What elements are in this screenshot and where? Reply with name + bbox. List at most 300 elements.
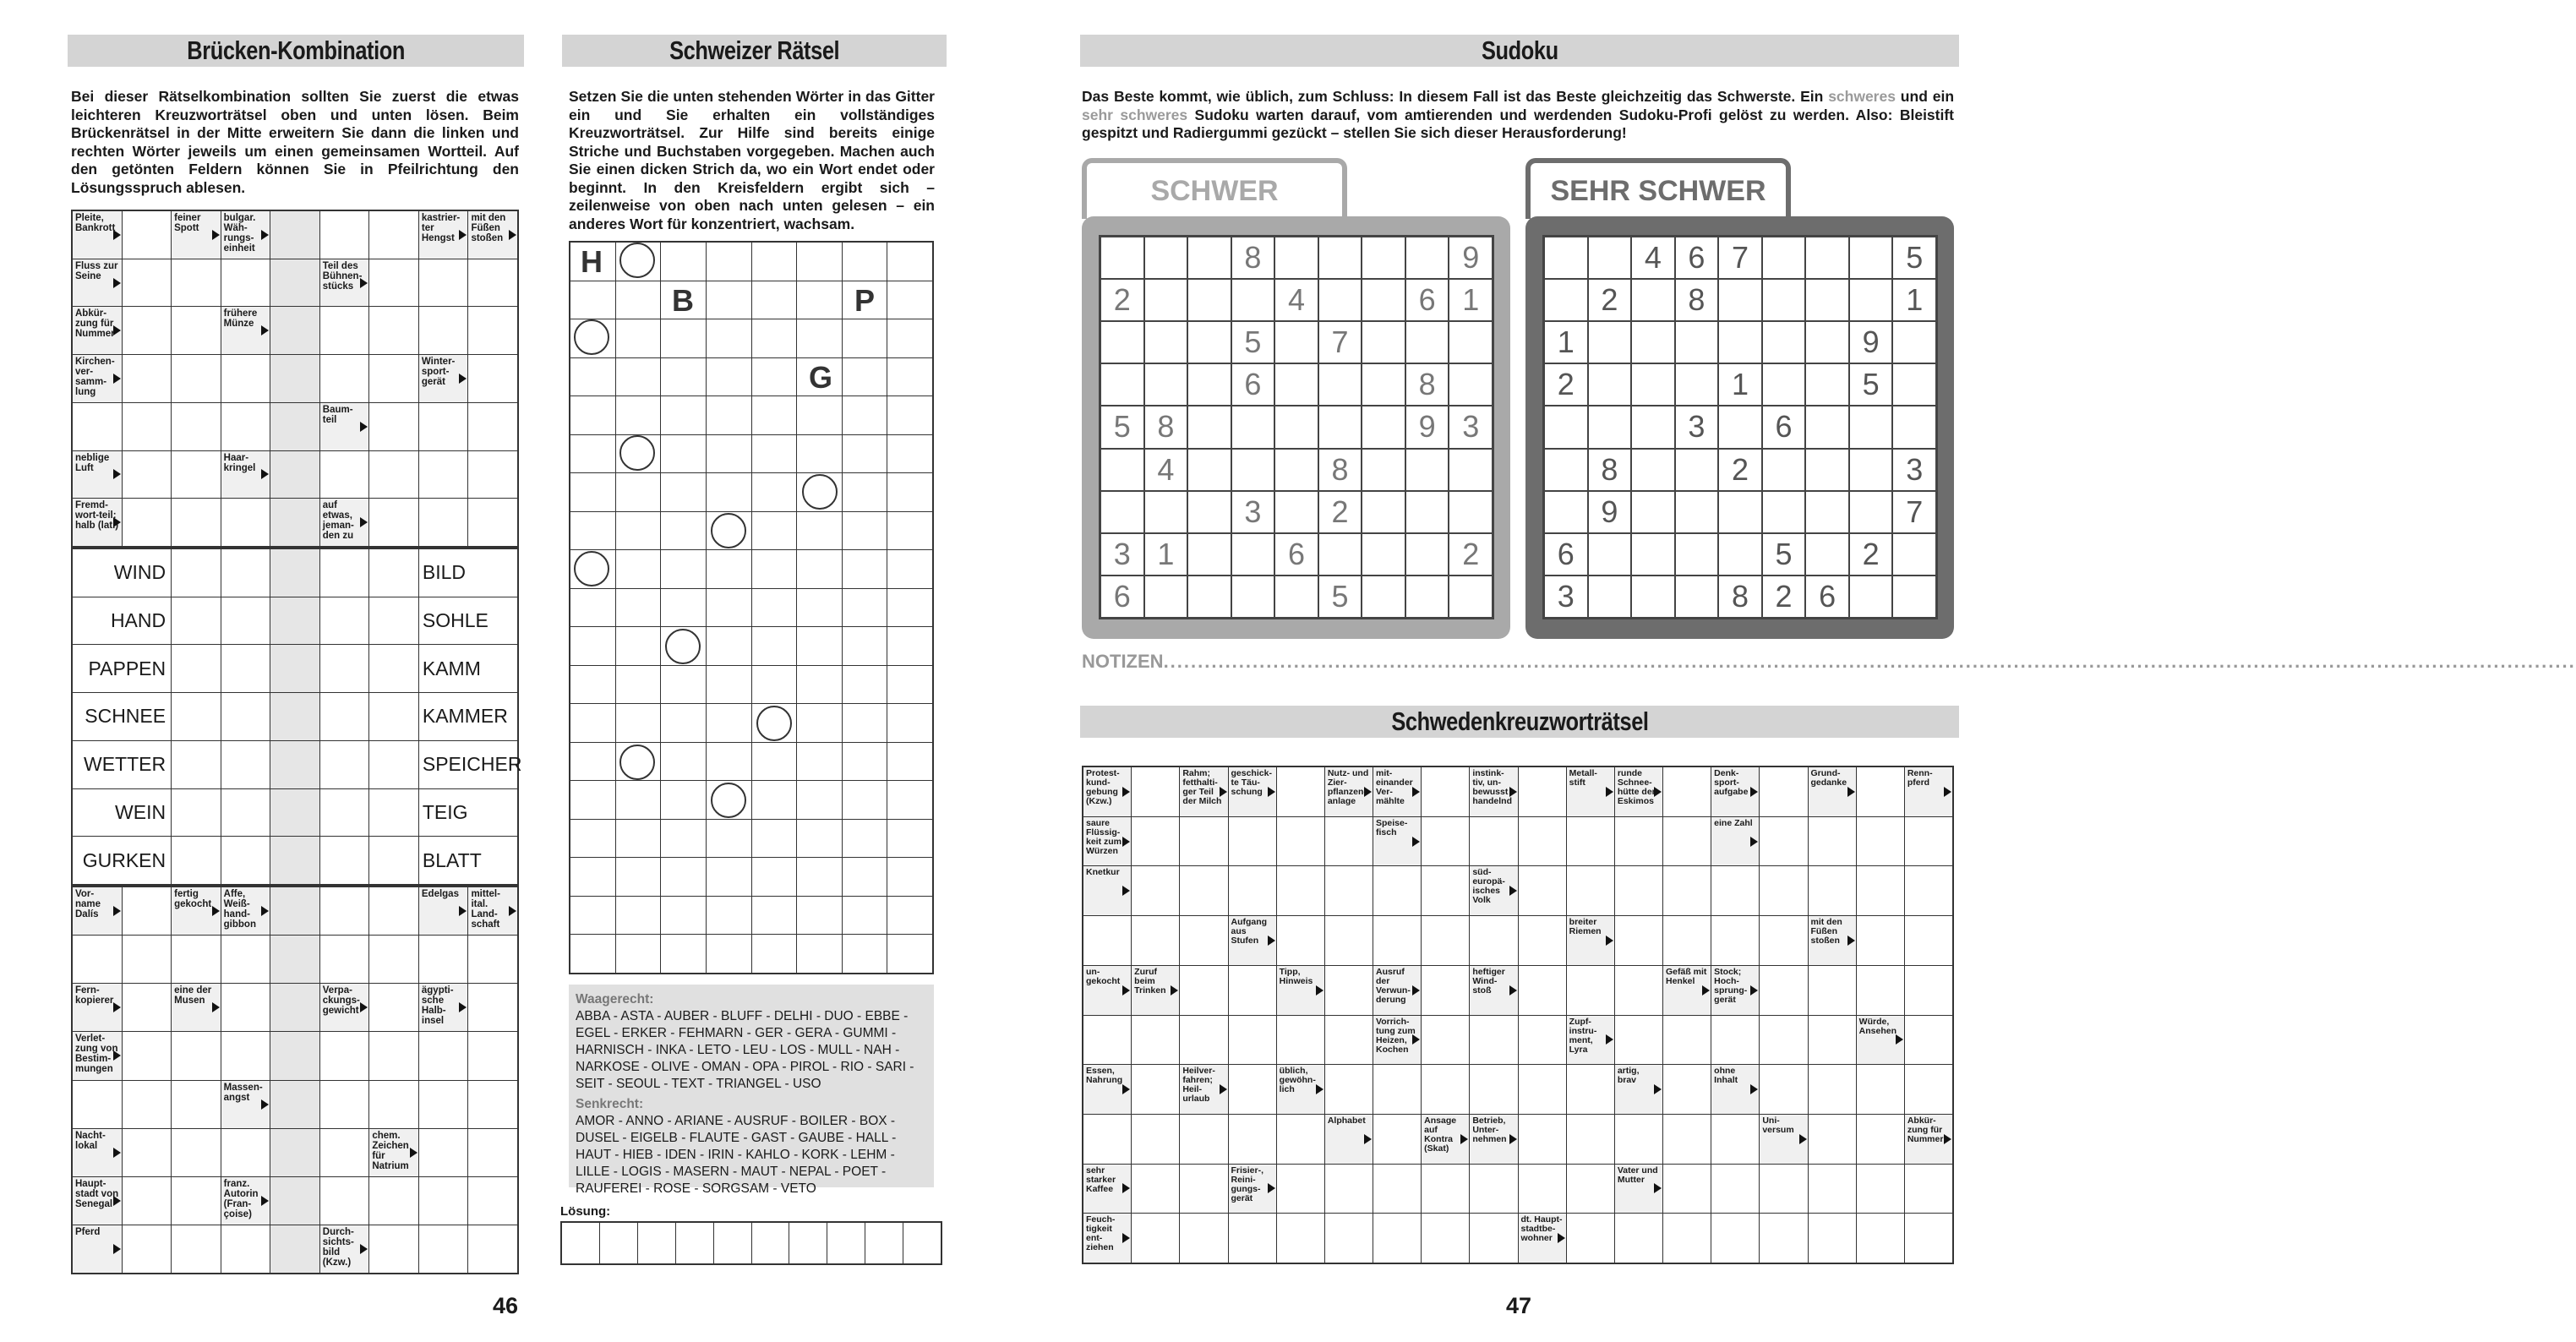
sudoku-cell[interactable]	[1632, 450, 1674, 490]
bridge-cell[interactable]	[270, 789, 319, 837]
schweizer-cell[interactable]	[887, 666, 932, 704]
schweizer-cell[interactable]	[661, 473, 706, 511]
answer-cell[interactable]	[1809, 817, 1856, 866]
schweizer-cell[interactable]	[887, 820, 932, 858]
schweizer-cell[interactable]	[843, 358, 887, 396]
sudoku-cell[interactable]	[1406, 492, 1449, 532]
answer-cell[interactable]	[1373, 866, 1421, 915]
answer-cell[interactable]	[270, 307, 319, 354]
answer-cell[interactable]	[320, 1129, 369, 1176]
answer-cell[interactable]	[1905, 966, 1952, 1015]
bridge-left-word[interactable]: WIND	[73, 549, 171, 597]
schweizer-cell[interactable]	[661, 435, 706, 473]
answer-cell[interactable]	[1132, 866, 1179, 915]
sudoku-cell[interactable]: 3	[1545, 576, 1587, 617]
answer-cell[interactable]	[1422, 866, 1469, 915]
bridge-cell[interactable]	[320, 645, 369, 692]
answer-cell[interactable]	[1325, 866, 1373, 915]
sudoku-cell[interactable]: 6	[1806, 576, 1848, 617]
schweizer-cell[interactable]	[752, 935, 797, 973]
schweizer-cell[interactable]	[570, 743, 615, 781]
answer-cell[interactable]	[1373, 1065, 1421, 1114]
sudoku-cell[interactable]	[1319, 237, 1362, 278]
sudoku-cell[interactable]	[1893, 322, 1935, 363]
schweizer-cell[interactable]	[843, 820, 887, 858]
sudoku-cell[interactable]	[1850, 576, 1892, 617]
schweizer-cell[interactable]	[707, 627, 751, 665]
answer-cell[interactable]	[1180, 1115, 1227, 1164]
sudoku-cell[interactable]	[1362, 492, 1405, 532]
sudoku-cell[interactable]: 2	[1101, 280, 1143, 320]
schweizer-cell[interactable]	[570, 666, 615, 704]
answer-cell[interactable]	[1857, 866, 1904, 915]
sudoku-cell[interactable]: 3	[1232, 492, 1274, 532]
answer-cell[interactable]	[369, 936, 418, 983]
schweizer-cell[interactable]	[707, 935, 751, 973]
answer-cell[interactable]	[1663, 1016, 1711, 1065]
answer-cell[interactable]	[1229, 817, 1276, 866]
schweizer-cell[interactable]	[752, 319, 797, 357]
schweizer-cell[interactable]	[797, 781, 842, 819]
sudoku-cell[interactable]	[1188, 280, 1231, 320]
answer-cell[interactable]	[369, 403, 418, 450]
sudoku-cell[interactable]	[1806, 237, 1848, 278]
sudoku-cell[interactable]: 1	[1719, 364, 1761, 405]
sudoku-cell[interactable]	[1676, 576, 1718, 617]
answer-cell[interactable]	[1470, 916, 1517, 965]
sudoku-cell[interactable]: 2	[1719, 450, 1761, 490]
answer-cell[interactable]	[320, 307, 369, 354]
schweizer-cell[interactable]	[843, 627, 887, 665]
schweizer-cell[interactable]	[887, 512, 932, 550]
sudoku-cell[interactable]	[1850, 280, 1892, 320]
sudoku-cell[interactable]: 1	[1893, 280, 1935, 320]
answer-cell[interactable]	[1857, 1115, 1904, 1164]
bridge-cell[interactable]	[369, 789, 418, 837]
sudoku-cell[interactable]	[1806, 322, 1848, 363]
bridge-cell[interactable]	[172, 837, 221, 884]
schweizer-cell[interactable]	[570, 897, 615, 935]
sudoku-cell[interactable]	[1406, 450, 1449, 490]
answer-cell[interactable]	[73, 936, 122, 983]
schweizer-cell[interactable]	[661, 704, 706, 742]
schweizer-cell[interactable]	[707, 666, 751, 704]
loesung-cell[interactable]	[638, 1223, 675, 1263]
answer-cell[interactable]	[1470, 1016, 1517, 1065]
schweizer-cell[interactable]	[887, 243, 932, 281]
bruecken-bridge-grid[interactable]	[71, 548, 522, 886]
schweizer-cell[interactable]	[707, 820, 751, 858]
sudoku-cell[interactable]: 9	[1850, 322, 1892, 363]
answer-cell[interactable]	[1519, 767, 1566, 816]
sudoku-cell[interactable]	[1275, 406, 1318, 447]
sudoku-cell[interactable]: 3	[1449, 406, 1492, 447]
sudoku-cell[interactable]	[1676, 322, 1718, 363]
schweizer-cell[interactable]	[570, 435, 615, 473]
answer-cell[interactable]	[369, 499, 418, 546]
sudoku-cell[interactable]	[1362, 364, 1405, 405]
sudoku-cell[interactable]: 4	[1632, 237, 1674, 278]
answer-cell[interactable]	[123, 451, 172, 499]
answer-cell[interactable]	[123, 403, 172, 450]
bridge-right-word[interactable]: BILD	[419, 549, 517, 597]
answer-cell[interactable]	[1229, 1065, 1276, 1114]
answer-cell[interactable]	[1567, 1214, 1614, 1263]
answer-cell[interactable]	[1615, 966, 1662, 1015]
answer-cell[interactable]	[1470, 1065, 1517, 1114]
sudoku-cell[interactable]	[1806, 450, 1848, 490]
sudoku-cell[interactable]: 8	[1719, 576, 1761, 617]
schweizer-cell[interactable]	[570, 281, 615, 319]
answer-cell[interactable]	[1809, 966, 1856, 1015]
bridge-cell[interactable]	[369, 549, 418, 597]
answer-cell[interactable]	[270, 1032, 319, 1079]
answer-cell[interactable]	[73, 403, 122, 450]
bridge-cell[interactable]	[320, 693, 369, 740]
sudoku-cell[interactable]: 3	[1101, 534, 1143, 575]
schweizer-cell[interactable]	[797, 935, 842, 973]
answer-cell[interactable]	[1905, 1165, 1952, 1214]
schweizer-cell[interactable]	[616, 435, 661, 473]
answer-cell[interactable]	[1373, 1115, 1421, 1164]
sudoku-cell[interactable]	[1232, 280, 1274, 320]
sudoku-cell[interactable]: 8	[1319, 450, 1362, 490]
schweizer-cell[interactable]	[797, 627, 842, 665]
sudoku-cell[interactable]	[1719, 534, 1761, 575]
answer-cell[interactable]	[1373, 1165, 1421, 1214]
answer-cell[interactable]	[1229, 1115, 1276, 1164]
schweizer-cell[interactable]	[887, 550, 932, 588]
answer-cell[interactable]	[123, 355, 172, 402]
sudoku-cell[interactable]	[1763, 492, 1805, 532]
sudoku-cell[interactable]	[1275, 576, 1318, 617]
sudoku-cell[interactable]	[1275, 492, 1318, 532]
answer-cell[interactable]	[1422, 767, 1469, 816]
schweizer-cell[interactable]	[661, 319, 706, 357]
sudoku-cell[interactable]: 6	[1676, 237, 1718, 278]
sudoku-cell[interactable]: 1	[1145, 534, 1187, 575]
sudoku-cell[interactable]	[1275, 237, 1318, 278]
schweizer-cell[interactable]	[707, 897, 751, 935]
answer-cell[interactable]	[1325, 1065, 1373, 1114]
bruecken-bottom-grid[interactable]	[71, 886, 519, 1274]
schweizer-cell[interactable]	[661, 550, 706, 588]
answer-cell[interactable]	[1857, 767, 1904, 816]
answer-cell[interactable]	[1132, 1065, 1179, 1114]
sudoku-cell[interactable]	[1319, 406, 1362, 447]
answer-cell[interactable]	[468, 499, 517, 546]
answer-cell[interactable]	[1567, 1065, 1614, 1114]
schweizer-cell[interactable]	[752, 897, 797, 935]
schweizer-cell[interactable]	[843, 435, 887, 473]
answer-cell[interactable]	[1905, 1016, 1952, 1065]
answer-cell[interactable]	[172, 355, 221, 402]
answer-cell[interactable]	[1711, 1016, 1759, 1065]
answer-cell[interactable]	[1615, 1214, 1662, 1263]
sudoku-cell[interactable]	[1101, 322, 1143, 363]
answer-cell[interactable]	[1422, 916, 1469, 965]
sudoku-cell[interactable]	[1101, 450, 1143, 490]
answer-cell[interactable]	[270, 936, 319, 983]
answer-cell[interactable]	[1325, 966, 1373, 1015]
schweizer-cell[interactable]	[570, 358, 615, 396]
sudoku-cell[interactable]	[1101, 492, 1143, 532]
sudoku-cell[interactable]	[1893, 406, 1935, 447]
schweizer-cell[interactable]	[752, 781, 797, 819]
sudoku-cell[interactable]	[1188, 406, 1231, 447]
sudoku-cell[interactable]	[1362, 237, 1405, 278]
sudoku-cell[interactable]: 9	[1449, 237, 1492, 278]
schweizer-cell[interactable]	[616, 858, 661, 896]
answer-cell[interactable]	[1180, 1165, 1227, 1214]
sudoku-cell[interactable]: 2	[1449, 534, 1492, 575]
sudoku-cell[interactable]	[1632, 322, 1674, 363]
bridge-left-word[interactable]: WEIN	[73, 789, 171, 837]
sudoku-cell[interactable]	[1719, 322, 1761, 363]
answer-cell[interactable]	[123, 887, 172, 935]
sudoku-cell[interactable]: 2	[1589, 280, 1631, 320]
schweizer-cell[interactable]	[707, 243, 751, 281]
answer-cell[interactable]	[419, 1177, 468, 1225]
schweizer-cell[interactable]	[887, 743, 932, 781]
schweizer-cell[interactable]	[797, 243, 842, 281]
bridge-cell[interactable]	[369, 741, 418, 788]
sudoku-cell[interactable]	[1449, 492, 1492, 532]
answer-cell[interactable]	[270, 211, 319, 259]
bridge-right-word[interactable]: BLATT	[419, 837, 517, 884]
answer-cell[interactable]	[270, 1225, 319, 1273]
notizen-line[interactable]: NOTIZEN..............................................................................................................................................................................................................	[1082, 651, 2576, 672]
answer-cell[interactable]	[320, 451, 369, 499]
schweizer-cell[interactable]	[616, 396, 661, 434]
schweizer-cell[interactable]	[616, 589, 661, 627]
bridge-cell[interactable]	[320, 789, 369, 837]
schweizer-cell[interactable]	[887, 589, 932, 627]
sudoku-cell[interactable]: 4	[1145, 450, 1187, 490]
sudoku-cell[interactable]	[1362, 406, 1405, 447]
bridge-cell[interactable]	[270, 837, 319, 884]
schweizer-cell[interactable]	[752, 820, 797, 858]
sudoku-cell[interactable]	[1806, 406, 1848, 447]
sudoku-cell[interactable]	[1449, 576, 1492, 617]
answer-cell[interactable]	[1519, 1165, 1566, 1214]
answer-cell[interactable]	[320, 1032, 369, 1079]
bruecken-top-grid[interactable]	[71, 210, 519, 548]
answer-cell[interactable]	[1180, 817, 1227, 866]
answer-cell[interactable]	[1470, 1165, 1517, 1214]
answer-cell[interactable]	[1519, 916, 1566, 965]
answer-cell[interactable]	[1277, 1115, 1324, 1164]
answer-cell[interactable]	[369, 307, 418, 354]
answer-cell[interactable]	[1857, 817, 1904, 866]
schweizer-cell[interactable]	[752, 666, 797, 704]
answer-cell[interactable]	[1711, 916, 1759, 965]
sudoku-cell[interactable]	[1545, 450, 1587, 490]
sudoku-cell[interactable]	[1763, 237, 1805, 278]
schweizer-cell[interactable]	[570, 704, 615, 742]
bridge-cell[interactable]	[369, 693, 418, 740]
answer-cell[interactable]	[1857, 1065, 1904, 1114]
answer-cell[interactable]	[123, 307, 172, 354]
sudoku-cell[interactable]	[1893, 364, 1935, 405]
answer-cell[interactable]	[172, 1129, 221, 1176]
schweizer-cell[interactable]	[843, 704, 887, 742]
answer-cell[interactable]	[1663, 817, 1711, 866]
sudoku-cell[interactable]	[1632, 534, 1674, 575]
sudoku-cell[interactable]	[1589, 364, 1631, 405]
answer-cell[interactable]	[1519, 1016, 1566, 1065]
answer-cell[interactable]	[468, 259, 517, 307]
sudoku-cell[interactable]	[1763, 322, 1805, 363]
sudoku-cell[interactable]	[1145, 576, 1187, 617]
schweizer-cell[interactable]	[707, 319, 751, 357]
answer-cell[interactable]	[123, 499, 172, 546]
schweizer-cell[interactable]	[887, 473, 932, 511]
sudoku-cell[interactable]	[1676, 492, 1718, 532]
schweizer-cell[interactable]	[752, 858, 797, 896]
answer-cell[interactable]	[172, 1081, 221, 1128]
sudoku-cell[interactable]	[1362, 322, 1405, 363]
answer-cell[interactable]	[270, 451, 319, 499]
answer-cell[interactable]	[419, 1225, 468, 1273]
answer-cell[interactable]	[1760, 916, 1807, 965]
answer-cell[interactable]	[419, 451, 468, 499]
sudoku-cell[interactable]	[1188, 492, 1231, 532]
sudoku-cell[interactable]	[1850, 237, 1892, 278]
schweizer-grid[interactable]	[569, 241, 934, 974]
bridge-cell[interactable]	[172, 597, 221, 645]
answer-cell[interactable]	[1277, 1165, 1324, 1214]
answer-cell[interactable]	[1809, 1065, 1856, 1114]
sudoku-cell[interactable]: 9	[1589, 492, 1631, 532]
bridge-cell[interactable]	[320, 741, 369, 788]
answer-cell[interactable]	[1519, 1115, 1566, 1164]
answer-cell[interactable]	[369, 887, 418, 935]
answer-cell[interactable]	[1567, 966, 1614, 1015]
answer-cell[interactable]	[73, 1081, 122, 1128]
schweizer-cell[interactable]	[752, 550, 797, 588]
schweizer-cell[interactable]	[752, 704, 797, 742]
bridge-cell[interactable]	[221, 837, 270, 884]
schweizer-cell[interactable]	[843, 512, 887, 550]
schweizer-cell[interactable]	[570, 627, 615, 665]
sudoku-cell[interactable]	[1850, 406, 1892, 447]
answer-cell[interactable]	[369, 984, 418, 1031]
answer-cell[interactable]	[369, 1225, 418, 1273]
sudoku-cell[interactable]: 7	[1719, 237, 1761, 278]
answer-cell[interactable]	[221, 499, 270, 546]
sudoku-cell[interactable]	[1806, 364, 1848, 405]
schweizer-cell[interactable]	[707, 550, 751, 588]
answer-cell[interactable]	[1857, 1165, 1904, 1214]
answer-cell[interactable]	[1567, 1165, 1614, 1214]
schweizer-cell[interactable]	[661, 820, 706, 858]
answer-cell[interactable]	[419, 259, 468, 307]
sudoku-cell[interactable]	[1188, 237, 1231, 278]
answer-cell[interactable]	[419, 1081, 468, 1128]
answer-cell[interactable]	[1615, 916, 1662, 965]
sudoku-cell[interactable]	[1545, 237, 1587, 278]
answer-cell[interactable]	[1422, 1214, 1469, 1263]
answer-cell[interactable]	[1615, 1115, 1662, 1164]
answer-cell[interactable]	[1809, 1214, 1856, 1263]
sudoku-cell[interactable]	[1188, 364, 1231, 405]
schweizer-cell[interactable]	[843, 666, 887, 704]
schweizer-cell[interactable]	[752, 512, 797, 550]
schweizer-cell[interactable]	[661, 935, 706, 973]
sudoku-cell[interactable]	[1719, 280, 1761, 320]
sudoku-cell[interactable]: 4	[1275, 280, 1318, 320]
answer-cell[interactable]	[419, 1129, 468, 1176]
sudoku-cell[interactable]: 8	[1406, 364, 1449, 405]
schweizer-cell[interactable]	[752, 473, 797, 511]
schweizer-cell[interactable]	[570, 589, 615, 627]
schweizer-cell[interactable]	[843, 743, 887, 781]
answer-cell[interactable]	[1711, 1165, 1759, 1214]
schweizer-cell[interactable]	[843, 858, 887, 896]
sudoku-cell[interactable]	[1850, 450, 1892, 490]
answer-cell[interactable]	[1373, 916, 1421, 965]
sudoku-cell[interactable]	[1319, 280, 1362, 320]
schweizer-cell[interactable]	[797, 281, 842, 319]
schweizer-cell[interactable]	[616, 781, 661, 819]
loesung-cell[interactable]	[827, 1223, 865, 1263]
answer-cell[interactable]	[1325, 1165, 1373, 1214]
answer-cell[interactable]	[221, 1032, 270, 1079]
answer-cell[interactable]	[369, 1177, 418, 1225]
schweizer-cell[interactable]	[616, 627, 661, 665]
sudoku-cell[interactable]	[1188, 534, 1231, 575]
sudoku-cell[interactable]: 8	[1589, 450, 1631, 490]
sudoku-cell[interactable]	[1632, 364, 1674, 405]
answer-cell[interactable]	[1857, 966, 1904, 1015]
answer-cell[interactable]	[468, 355, 517, 402]
schweizer-cell[interactable]	[570, 319, 615, 357]
answer-cell[interactable]	[221, 1225, 270, 1273]
answer-cell[interactable]	[1519, 866, 1566, 915]
schweizer-cell[interactable]	[707, 396, 751, 434]
sudoku-cell[interactable]	[1232, 576, 1274, 617]
schweizer-cell[interactable]	[797, 589, 842, 627]
schweizer-cell[interactable]	[661, 589, 706, 627]
schweizer-cell[interactable]	[707, 512, 751, 550]
schweizer-cell[interactable]	[843, 473, 887, 511]
schweizer-cell[interactable]	[752, 243, 797, 281]
sudoku-cell[interactable]	[1145, 237, 1187, 278]
schweizer-cell[interactable]	[616, 897, 661, 935]
loesung-grid[interactable]	[560, 1221, 942, 1265]
bridge-right-word[interactable]: KAMMER	[419, 693, 517, 740]
answer-cell[interactable]	[1663, 767, 1711, 816]
answer-cell[interactable]	[270, 1177, 319, 1225]
answer-cell[interactable]	[221, 403, 270, 450]
sudoku-cell[interactable]	[1319, 364, 1362, 405]
schweizer-cell[interactable]	[661, 512, 706, 550]
schweizer-cell[interactable]	[752, 358, 797, 396]
loesung-cell[interactable]	[714, 1223, 751, 1263]
answer-cell[interactable]	[1615, 1016, 1662, 1065]
schweizer-cell[interactable]	[616, 281, 661, 319]
answer-cell[interactable]	[419, 307, 468, 354]
sudoku-cell[interactable]	[1719, 406, 1761, 447]
answer-cell[interactable]	[1760, 1065, 1807, 1114]
schweizer-cell[interactable]	[616, 550, 661, 588]
answer-cell[interactable]	[468, 1081, 517, 1128]
schweizer-cell[interactable]	[570, 858, 615, 896]
answer-cell[interactable]	[1180, 1214, 1227, 1263]
sudoku-cell[interactable]	[1406, 534, 1449, 575]
schweizer-cell[interactable]	[797, 512, 842, 550]
